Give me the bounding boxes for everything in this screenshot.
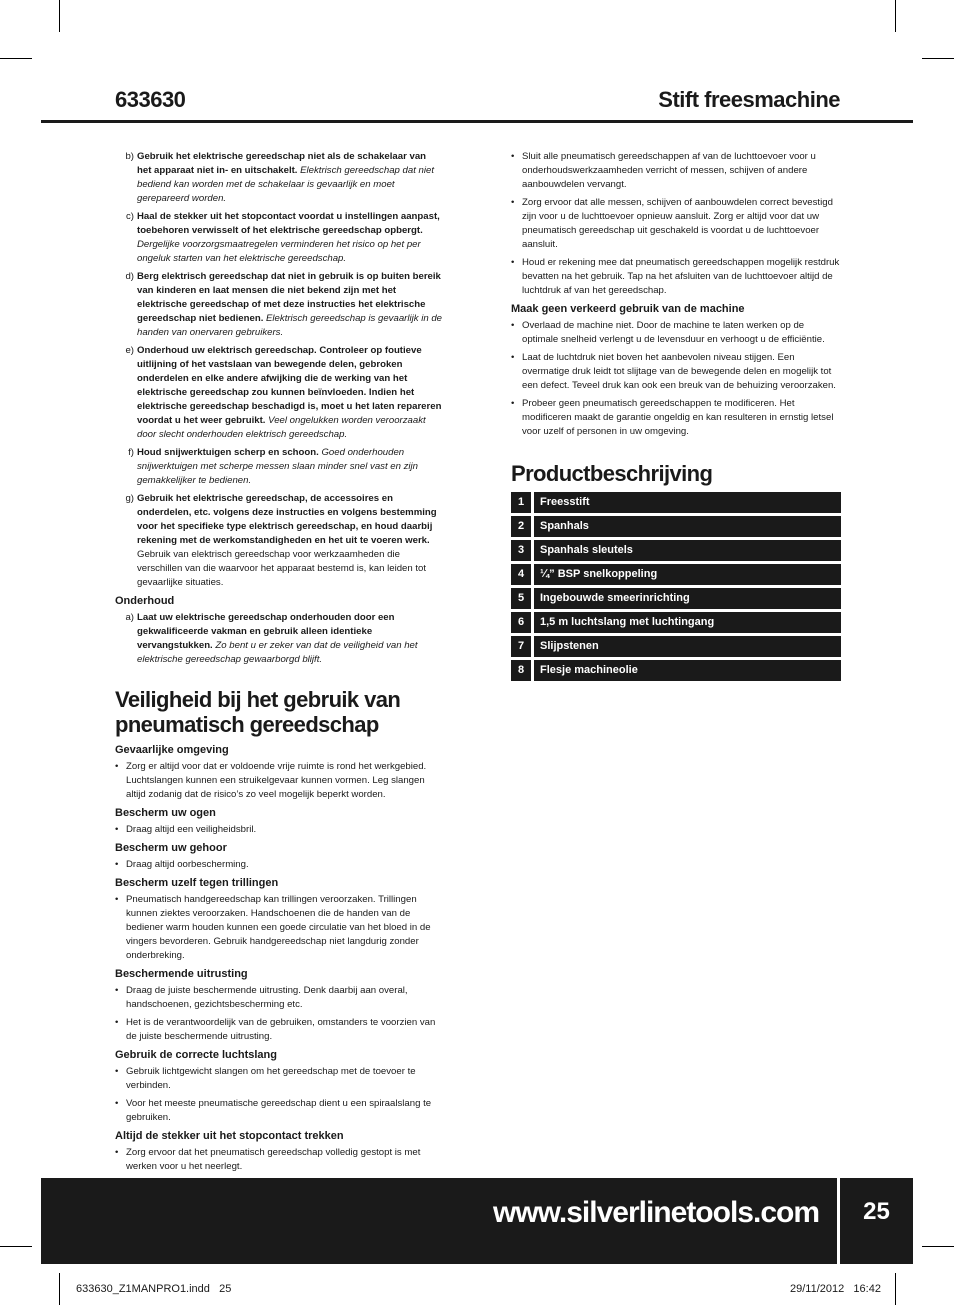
crop-mark [895,0,896,32]
header-rule [41,120,913,123]
list-plain-text: Gebruik van elektrisch gereedschap voor werkzaamheden die verschillen van die waarvoor het apparaat bestemd is, kan leiden tot gevaarlijke situaties. [137,549,427,588]
list-italic-text: Elektrisch gereedschap dat niet bediend kan worden met de schakelaar is gevaarlijk en moet gerepareerd worden. [137,165,434,204]
bullet-dot: • [511,352,515,363]
part-number: 1 [511,492,531,513]
bullet-text: Zorg ervoor dat alle messen, schijven of aanbouwdelen correct bevestigd zijn voor u de luchttoevoer opnieuw aansluit. Zorg er altijd voor dat uw pneumatisch gereedschap uit geschakeld is voordat u de luchttoevoer aansluit. [522,197,833,250]
list-item [115,344,442,442]
crop-mark [922,1246,954,1247]
list-letter: g) [125,493,134,504]
list-letter: f) [128,447,134,458]
bullet-item [511,351,841,393]
section-heading: Productbeschrijving [511,461,713,486]
list-item [115,150,442,206]
part-number: 7 [511,636,531,657]
section-title: Altijd de stekker uit het stopcontact trekken [115,1130,344,1142]
section-title: Onderhoud [115,595,175,607]
list-italic-text: Dergelijke voorzorgsmaatregelen verminderen het risico op het per ongeluk starten van het elektrische gereedschap. [137,239,421,264]
bullet-dot: • [511,151,515,162]
part-number: 5 [511,588,531,609]
bullet-item [511,256,841,298]
bullet-dot: • [115,985,119,996]
bullet-item [115,760,442,802]
bullet-item [511,196,841,252]
section-heading: Veiligheid bij het gebruik van pneumatisch gereedschap [115,687,401,737]
bullet-item [115,984,442,1012]
list-letter: c) [126,211,134,222]
list-text [137,150,442,206]
bullet-text: Voor het meeste pneumatische gereedschap dient u een spiraalslang te gebruiken. [126,1098,432,1123]
safety-list [115,150,442,590]
bullet-text: Overlaad de machine niet. Door de machine te laten werken op de optimale snelheid verlengt u de levensduur en verhoogt u de efficiëntie. [522,320,825,345]
bullet-dot: • [115,1147,119,1158]
list-item [115,270,442,340]
list-item [115,611,442,667]
part-label: Spanhals sleutels [534,540,841,561]
list-bold-text: Laat uw elektrische gereedschap onderhouden door een gekwalificeerde vakman en gebruik alleen identieke vervangstukken. [137,612,395,651]
right-column [511,150,841,684]
list-letter: d) [125,271,134,282]
list-text [137,270,442,340]
section-title: Bescherm uw ogen [115,807,216,819]
website-url[interactable]: www.silverlinetools.com [493,1196,819,1229]
crop-mark [0,1246,32,1247]
page-number: 25 [863,1198,890,1225]
list-bold-text: Gebruik het elektrische gereedschap, de accessoires en onderdelen, etc. volgens deze instructies en volgens bestemming voor het specifieke type elektrisch gereedschap, en houd daarbij rekening met de werkomstandigheden en het uit te voeren werk. [137,493,437,546]
list-italic-text: Elektrisch gereedschap is gevaarlijk in de handen van onervaren gebruikers. [137,313,443,338]
part-label: Flesje machineolie [534,660,841,681]
section-title: Gevaarlijke omgeving [115,744,229,756]
section-title: Beschermende uitrusting [115,968,248,980]
list-bold-text: Onderhoud uw elektrisch gereedschap. Controleer op foutieve uitlijning of het vastslaan van bewegende delen, gebroken onderdelen en elke andere afwijking die de werking van het elektrische gereedschap zou kunnen beïnvloeden. Indien het elektrische gereedschap beschadigd is, moet u het laten repareren voordat u het weer gebruikt. [137,345,442,426]
part-label: ¼” BSP snelkoppeling [534,564,841,585]
list-letter: e) [125,345,134,356]
page-title: Stift freesmachine [658,87,840,112]
bullet-text: Zorg ervoor dat het pneumatisch gereedschap volledig gestopt is met werken voor u het neerlegt. [126,1147,421,1172]
list-italic-text: Goed onderhouden snijwerktuigen met scherpe messen slaan minder snel vast en zijn gemakkelijker te bedienen. [137,447,419,486]
bullet-item [115,1097,442,1125]
part-row [511,492,841,513]
bullet-text: Het is de verantwoordelijk van de gebruiken, omstanders te voorzien van de juiste beschermende uitrusting. [126,1017,436,1042]
list-letter: a) [125,612,134,623]
part-row [511,540,841,561]
bullet-list [511,319,841,439]
part-number: 6 [511,612,531,633]
bullet-item [115,893,442,963]
bullet-dot: • [115,859,119,870]
footer-band [41,1178,913,1264]
part-row [511,564,841,585]
list-item [115,210,442,266]
list-letter: b) [125,151,134,162]
list-italic-text: Zo bent u er zeker van dat de veiligheid van het elektrische gereedschap gewaarborgd blijft. [137,640,418,665]
list-bold-text: Haal de stekker uit het stopcontact voordat u instellingen aanpast, toebehoren verwisselt of het elektrische gereedschap opbergt. [137,211,440,236]
bullet-text: Zorg er altijd voor dat er voldoende vrije ruimte is rond het werkgebied. Luchtslangen kunnen een struikelgevaar kunnen vormen. Leg slangen altijd zodanig dat de risico’s zo veel mogelijk beperkt worden. [126,761,427,800]
left-column [115,150,442,1178]
list-item [115,446,442,488]
part-row [511,588,841,609]
parts-list [511,492,841,681]
bullet-text: Pneumatisch handgereedschap kan trillingen veroorzaken. Trillingen kunnen ziektes veroorzaken. Handschoenen die de handen van de bediener warm houden kunnen een goede circulatie van het bloed in de vingers bevorderen. Gebruik handgereedschap niet langdurig zonder onderbreking. [126,894,431,961]
bullet-text: Draag altijd oorbescherming. [126,859,249,870]
bullet-text: Laat de luchtdruk niet boven het aanbevolen niveau stijgen. Een overmatige druk leidt tot slijtage van de bewegende delen en mogelijk tot een defect. Teveel druk kan ook een breuk van de behuizing veroorzaken. [522,352,836,391]
page-header [41,84,913,124]
bullet-dot: • [115,1017,119,1028]
bullet-item [511,150,841,192]
print-slug-file: 633630_Z1MANPRO1.indd 25 [76,1283,232,1295]
crop-mark [59,0,60,32]
bullet-dot: • [511,398,515,409]
bullet-dot: • [115,1066,119,1077]
part-row [511,516,841,537]
list-text [137,344,442,442]
pneumatic-sections [115,743,442,1174]
part-number: 8 [511,660,531,681]
bullet-item [115,1016,442,1044]
section-title: Bescherm uzelf tegen trillingen [115,877,279,889]
list-bold-text: Houd snijwerktuigen scherp en schoon. [137,447,319,458]
bullet-text: Houd er rekening mee dat pneumatisch gereedschappen mogelijk restdruk bevatten na het gebruik. Tap na het afsluiten van de luchttoevoer altijd de luchtdruk af van het gereedschap. [522,257,840,296]
bullet-dot: • [115,894,119,905]
list-italic-text: Veel ongelukken worden veroorzaakt door slecht onderhouden elektrisch gereedschap. [137,415,426,440]
part-label: Ingebouwde smeerinrichting [534,588,841,609]
part-label: Spanhals [534,516,841,537]
print-slug-date: 29/11/2012 16:42 [790,1283,881,1295]
bullet-item [115,1065,442,1093]
bullet-text: Probeer geen pneumatisch gereedschappen te modificeren. Het modificeren maakt de garantie ongeldig en kan resulteren in ernstig letsel voor uzelf of personen in uw omgeving. [522,398,834,437]
product-code: 633630 [115,87,186,112]
section-title: Gebruik de correcte luchtslang [115,1049,277,1061]
part-row [511,612,841,633]
section-title: Bescherm uw gehoor [115,842,227,854]
part-number: 2 [511,516,531,537]
bullet-item [115,1146,442,1174]
part-number: 4 [511,564,531,585]
part-label: Slijpstenen [534,636,841,657]
bullet-item [511,397,841,439]
list-text [137,446,442,488]
bullet-text: Gebruik lichtgewicht slangen om het gereedschap met de toevoer te verbinden. [126,1066,416,1091]
bullet-text: Sluit alle pneumatisch gereedschappen af van de luchttoevoer voor u onderhoudswerkzaamheden verricht of messen, schijven of andere aanbouwdelen vervangt. [522,151,816,190]
bullet-dot: • [115,1098,119,1109]
list-text [137,210,442,266]
bullet-dot: • [511,320,515,331]
bullet-text: Draag altijd een veiligheidsbril. [126,824,257,835]
crop-mark [895,1273,896,1305]
bullet-item [511,319,841,347]
bullet-dot: • [511,257,515,268]
part-row [511,660,841,681]
list-bold-text: Gebruik het elektrische gereedschap niet als de schakelaar van het apparaat niet in- en uitschakelt. [137,151,427,176]
bullet-item [115,858,442,872]
list-text [137,492,442,590]
bullet-dot: • [115,761,119,772]
part-label: 1,5 m luchtslang met luchtingang [534,612,841,633]
part-number: 3 [511,540,531,561]
bullet-item [115,823,442,837]
list-bold-text: Berg elektrisch gereedschap dat niet in gebruik is op buiten bereik van kinderen en laat mensen die niet bekend zijn met het elektrische gereedschap of met deze instructies het elektrische gereedschap niet bedienen. [137,271,441,324]
part-row [511,636,841,657]
bullet-dot: • [115,824,119,835]
crop-mark [922,58,954,59]
crop-mark [59,1273,60,1305]
part-label: Freesstift [534,492,841,513]
bullet-text: Draag de juiste beschermende uitrusting. Denk daarbij aan overal, handschoenen, gezichtsbescherming etc. [126,985,408,1010]
bullet-list [511,150,841,298]
list-item [115,492,442,590]
section-title: Maak geen verkeerd gebruik van de machine [511,303,745,315]
bullet-dot: • [511,197,515,208]
crop-mark [0,58,32,59]
